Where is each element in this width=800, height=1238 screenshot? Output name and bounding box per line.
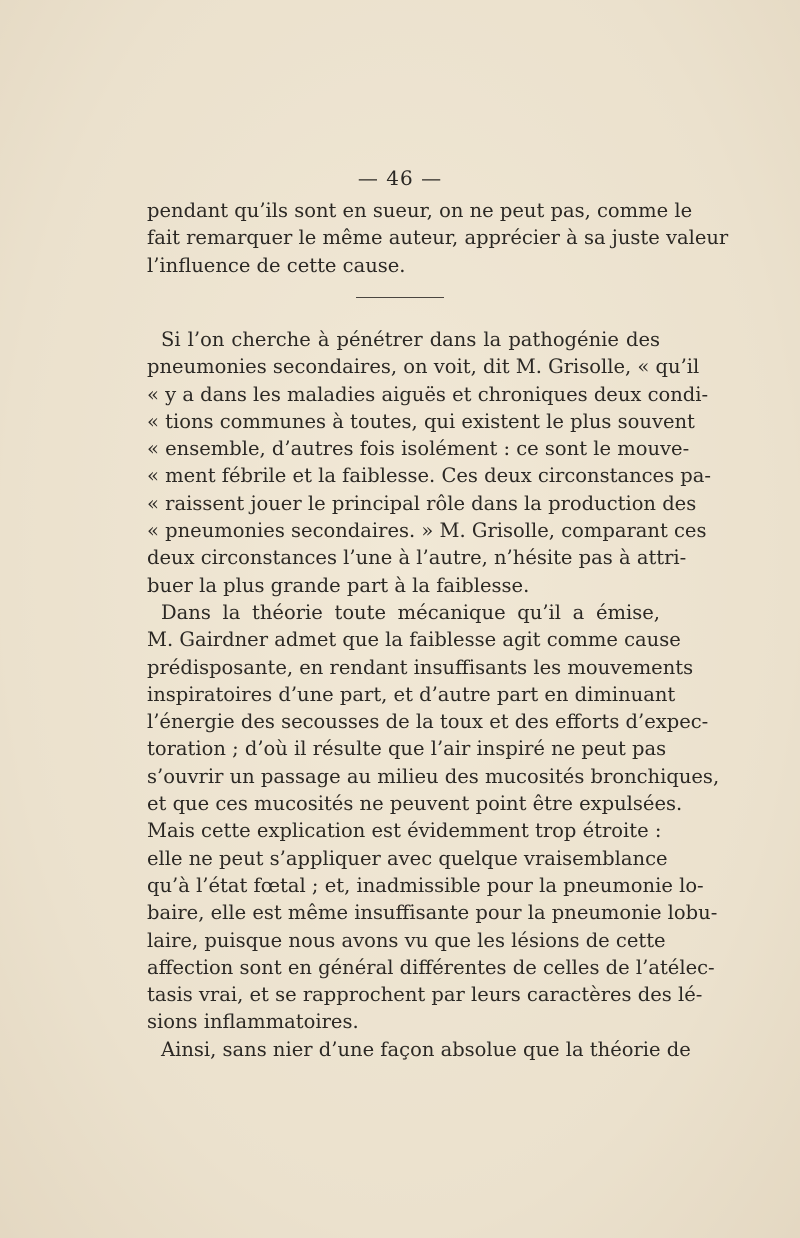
text-line: M. Gairdner admet que la faiblesse agit comme cause (147, 628, 681, 652)
paragraph-continuation (147, 197, 729, 279)
text-line: laire, puisque nous avons vu que les lésions de cette (147, 928, 666, 952)
text-line: prédisposante, en rendant insuffisants les mouvements (147, 655, 694, 679)
text-line: Ainsi, sans nier d’une façon absolue que la théorie de (161, 1037, 691, 1061)
main-text (147, 326, 720, 1063)
text-line: tasis vrai, et se rapprochent par leurs caractères des lé- (147, 983, 703, 1007)
paragraph-ainsi (147, 1036, 691, 1063)
text-line: l’énergie des secousses de la toux et des efforts d’expec- (147, 710, 709, 734)
text-line: « raissent jouer le principal rôle dans la production des (147, 491, 697, 515)
text-line: qu’à l’état fœtal ; et, inadmissible pour la pneumonie lo- (147, 873, 704, 897)
text-line: baire, elle est même insuffisante pour la pneumonie lobu- (147, 901, 718, 925)
text-line: et que ces mucosités ne peuvent point être expulsées. (147, 792, 683, 816)
text-line: deux circonstances l’une à l’autre, n’hésite pas à attri- (147, 546, 687, 570)
text-line: l’influence de cette cause. (147, 253, 406, 277)
page-number: — 46 — (357, 166, 443, 190)
text-line: pneumonies secondaires, on voit, dit M. Grisolle, « qu’il (147, 355, 700, 379)
section-separator (356, 297, 444, 298)
text-line: fait remarquer le même auteur, apprécier à sa juste valeur (147, 226, 729, 250)
text-line: sions inflammatoires. (147, 1010, 359, 1034)
text-line: « ensemble, d’autres fois isolément : ce sont le mouve- (147, 437, 690, 461)
text-line: affection sont en général différentes de celles de l’atélec- (147, 955, 715, 979)
paragraph-gairdner (147, 599, 720, 1036)
text-line: s’ouvrir un passage au milieu des mucosités bronchiques, (147, 764, 720, 788)
text-line: elle ne peut s’appliquer avec quelque vraisemblance (147, 846, 668, 870)
text-line: « tions communes à toutes, qui existent le plus souvent (147, 409, 695, 433)
text-line: pendant qu’ils sont en sueur, on ne peut pas, comme le (147, 199, 693, 222)
text-line: Dans la théorie toute mécanique qu’il a émise, (161, 600, 660, 624)
text-line: « ment fébrile et la faiblesse. Ces deux circonstances pa- (147, 464, 711, 488)
text-line: Si l’on cherche à pénétrer dans la pathogénie des (161, 328, 660, 351)
paragraph-grisolle (147, 326, 711, 599)
text-line: « y a dans les maladies aiguës et chroniques deux condi- (147, 382, 709, 406)
text-line: toration ; d’où il résulte que l’air inspiré ne peut pas (147, 737, 667, 761)
text-line: inspiratoires d’une part, et d’autre part en diminuant (147, 682, 676, 706)
text-line: Mais cette explication est évidemment trop étroite : (147, 819, 662, 843)
text-line: buer la plus grande part à la faiblesse. (147, 573, 530, 597)
text-line: « pneumonies secondaires. » M. Grisolle, comparant ces (147, 519, 707, 543)
